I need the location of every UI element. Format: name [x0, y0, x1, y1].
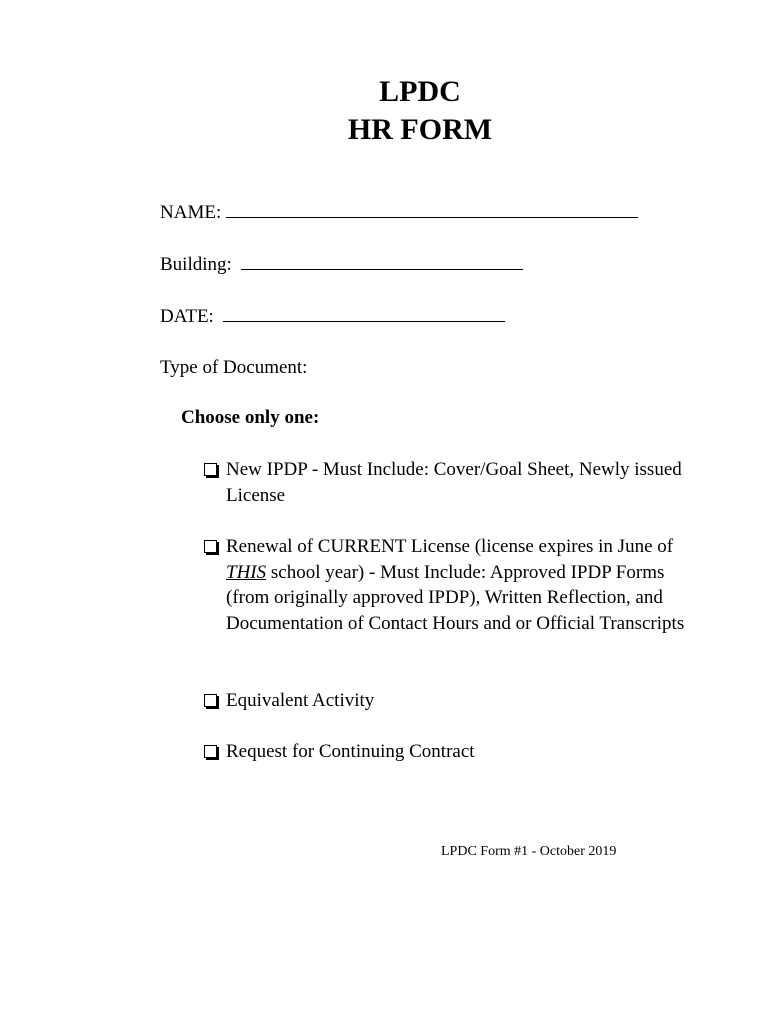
option-label-part-1: Renewal of CURRENT License (license expires in June of [226, 536, 674, 557]
name-field[interactable] [160, 201, 638, 225]
option-request-continuing-contract[interactable] [204, 739, 704, 765]
option-label: Request for Continuing Contract [226, 741, 475, 762]
date-blank-line[interactable] [223, 306, 505, 322]
choose-only-one-label: Choose only one: [181, 407, 320, 428]
checkbox-icon[interactable] [204, 694, 217, 707]
option-new-ipdp[interactable] [204, 457, 704, 508]
option-label [204, 534, 704, 636]
checkbox-icon[interactable] [204, 463, 217, 476]
form-footer: LPDC Form #1 - October 2019 [441, 844, 617, 859]
checkbox-icon[interactable] [204, 745, 217, 758]
name-label: NAME: [160, 202, 222, 223]
option-equivalent-activity[interactable] [204, 688, 704, 714]
date-label: DATE: [160, 306, 214, 327]
building-blank-line[interactable] [241, 254, 523, 270]
building-label: Building: [160, 254, 232, 275]
date-field[interactable] [160, 305, 505, 329]
option-label-part-2: school year) - Must Include: Approved IPDP Forms (from originally approved IPDP), Written Reflection, and Documentation of Contact Hours and or Official Transcripts [226, 561, 685, 634]
option-label: New IPDP - Must Include: Cover/Goal Sheet, Newly issued License [226, 459, 682, 506]
building-field[interactable] [160, 253, 523, 277]
option-label-emphasis: THIS [226, 561, 267, 583]
name-blank-line[interactable] [226, 202, 638, 218]
checkbox-icon[interactable] [204, 540, 217, 553]
type-of-document-label: Type of Document: [160, 357, 308, 378]
option-renewal-current-license[interactable] [204, 534, 704, 636]
option-label: Equivalent Activity [226, 690, 375, 711]
form-title-hr-form: HR FORM [347, 113, 493, 146]
form-title-lpdc: LPDC [379, 75, 461, 108]
